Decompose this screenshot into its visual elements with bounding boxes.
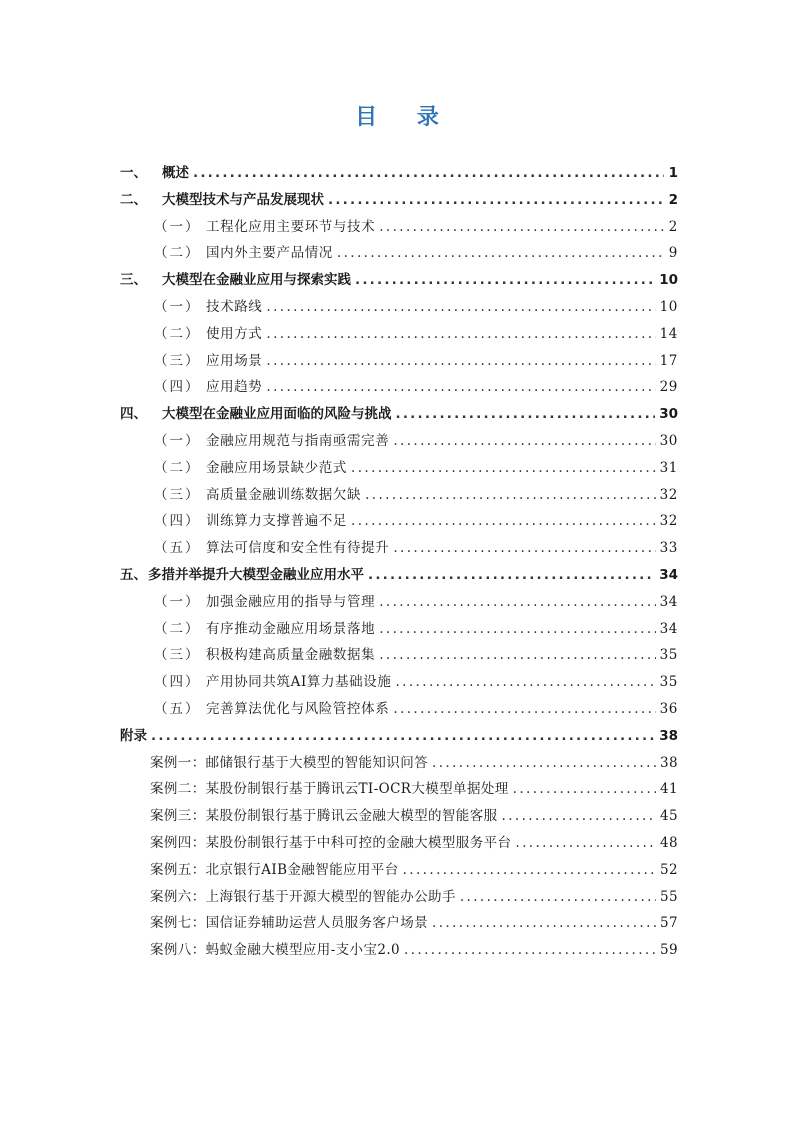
toc-entry-label: 国内外主要产品情况: [206, 245, 333, 262]
toc-entry-number: （三）: [154, 486, 201, 503]
toc-page-number: 17: [659, 352, 678, 369]
toc-entry-number: 一、: [120, 165, 147, 181]
toc-section-entry[interactable]: [120, 508, 678, 535]
toc-dot-leader: [379, 616, 655, 643]
toc-page-number: 32: [659, 513, 678, 530]
toc-section-entry[interactable]: [120, 589, 678, 616]
toc-section-entry[interactable]: [120, 294, 678, 321]
toc-dot-leader: [432, 750, 656, 777]
toc-entry-number: （二）: [154, 620, 201, 637]
toc-entry-label: 案例三：某股份制银行基于腾讯云金融大模型的智能客服: [150, 808, 498, 825]
toc-chapter-entry[interactable]: [120, 562, 678, 589]
toc-page-number: 10: [659, 272, 678, 289]
toc-entry-number: （二）: [154, 245, 201, 262]
toc-page-number: 9: [668, 245, 678, 262]
toc-page-number: 34: [659, 566, 678, 583]
page-title: 目 录: [355, 105, 455, 130]
toc-page-number: 1: [668, 165, 678, 181]
toc-entry-label: 案例七：国信证券辅助运营人员服务客户场景: [150, 915, 428, 932]
toc-case-entry[interactable]: [120, 803, 678, 830]
toc-page-number: 10: [659, 298, 678, 315]
toc-entry-label: 概述: [162, 165, 189, 181]
toc-section-entry[interactable]: [120, 321, 678, 348]
toc-section-entry[interactable]: [120, 240, 678, 267]
toc-dot-leader: [396, 401, 656, 428]
toc-entry-label: 工程化应用主要环节与技术: [206, 218, 376, 235]
toc-page-number: 52: [660, 861, 678, 878]
toc-dot-leader: [365, 482, 656, 509]
toc-dot-leader: [379, 642, 655, 669]
toc-dot-leader: [393, 535, 655, 562]
toc-entry-number: （一）: [154, 298, 201, 315]
toc-dot-leader: [502, 803, 657, 830]
toc-page-number: 32: [659, 486, 678, 503]
toc-dot-leader: [151, 723, 655, 750]
toc-entry-number: （四）: [154, 674, 201, 691]
toc-entry-number: （四）: [154, 513, 201, 530]
toc-entry-label: 案例一：邮储银行基于大模型的智能知识问答: [150, 754, 428, 771]
toc-entry-label: 产用协同共筑AI算力基础设施: [206, 674, 392, 691]
toc-section-entry[interactable]: [120, 669, 678, 696]
toc-case-entry[interactable]: [120, 910, 678, 937]
toc-page-number: 55: [660, 888, 678, 905]
toc-entry-number: （三）: [154, 352, 201, 369]
toc-case-entry[interactable]: [120, 884, 678, 911]
toc-dot-leader: [266, 348, 655, 375]
toc-dot-leader: [515, 830, 656, 857]
toc-entry-label: 大模型在金融业应用面临的风险与挑战: [162, 406, 392, 423]
toc-dot-leader: [368, 562, 655, 589]
toc-entry-label: 金融应用场景缺少范式: [206, 459, 347, 476]
toc-dot-leader: [393, 696, 655, 723]
toc-chapter-entry[interactable]: [120, 267, 678, 294]
toc-dot-leader: [355, 267, 655, 294]
toc-entry-number: （四）: [154, 379, 201, 396]
toc-section-entry[interactable]: [120, 642, 678, 669]
toc-case-entry[interactable]: [120, 830, 678, 857]
toc-entry-number: （五）: [154, 700, 201, 717]
toc-page-number: 45: [660, 808, 678, 825]
toc-page-number: 30: [659, 432, 678, 449]
toc-section-entry[interactable]: [120, 616, 678, 643]
toc-dot-leader: [266, 294, 655, 321]
toc-entry-label: 案例五：北京银行AIB金融智能应用平台: [150, 861, 399, 878]
toc-dot-leader: [379, 589, 655, 616]
toc-chapter-entry[interactable]: [120, 401, 678, 428]
toc-page-number: 59: [660, 942, 678, 959]
toc-section-entry[interactable]: [120, 428, 678, 455]
toc-section-entry[interactable]: [120, 455, 678, 482]
toc-dot-leader: [404, 937, 656, 964]
toc-entry-label: 训练算力支撑普遍不足: [206, 513, 347, 530]
toc-page-number: 2: [668, 191, 678, 208]
toc-entry-number: （二）: [154, 459, 201, 476]
toc-section-entry[interactable]: [120, 214, 678, 241]
toc-dot-leader: [395, 669, 655, 696]
toc-page-number: 35: [659, 647, 678, 664]
toc-entry-label: 大模型技术与产品发展现状: [162, 191, 324, 208]
toc-dot-leader: [460, 884, 656, 911]
toc-entry-number: （二）: [154, 325, 201, 342]
table-of-contents: [120, 160, 678, 964]
toc-page-number: 34: [659, 593, 678, 610]
toc-page-number: 38: [660, 754, 678, 771]
toc-entry-label: 案例八：蚂蚁金融大模型应用-支小宝2.0: [150, 942, 401, 959]
toc-dot-leader: [266, 321, 655, 348]
toc-page-number: 30: [659, 406, 678, 423]
toc-entry-label: 附录: [120, 727, 147, 744]
toc-entry-number: 三、: [120, 272, 147, 289]
toc-entry-label: 金融应用规范与指南亟需完善: [206, 432, 390, 449]
toc-chapter-entry[interactable]: [120, 160, 678, 187]
toc-entry-label: 应用趋势: [206, 379, 263, 396]
toc-page-number: 29: [659, 379, 678, 396]
toc-entry-label: 完善算法优化与风险管控体系: [206, 700, 390, 717]
toc-entry-label: 多措并举提升大模型金融业应用水平: [148, 566, 364, 583]
toc-case-entry[interactable]: [120, 776, 678, 803]
toc-section-entry[interactable]: [120, 696, 678, 723]
toc-dot-leader: [266, 374, 655, 401]
toc-page-number: 33: [659, 540, 678, 557]
toc-page-number: 57: [660, 915, 678, 932]
toc-dot-leader: [432, 910, 656, 937]
toc-page-number: 2: [668, 218, 678, 235]
toc-entry-label: 有序推动金融应用场景落地: [206, 620, 376, 637]
toc-entry-number: （五）: [154, 540, 201, 557]
toc-page-number: 34: [659, 620, 678, 637]
toc-entry-label: 积极构建高质量金融数据集: [206, 647, 376, 664]
toc-page-number: 31: [659, 459, 678, 476]
toc-section-entry[interactable]: [120, 535, 678, 562]
toc-chapter-entry[interactable]: [120, 187, 678, 214]
toc-page-number: 14: [659, 325, 678, 342]
toc-entry-label: 技术路线: [206, 298, 263, 315]
toc-dot-leader: [393, 428, 655, 455]
toc-section-entry[interactable]: [120, 482, 678, 509]
toc-dot-leader: [351, 455, 656, 482]
toc-section-entry[interactable]: [120, 348, 678, 375]
toc-entry-number: 二、: [120, 191, 147, 208]
toc-dot-leader: [403, 857, 656, 884]
toc-page-number: 36: [659, 700, 678, 717]
toc-entry-number: （一）: [154, 593, 201, 610]
toc-entry-label: 大模型在金融业应用与探索实践: [162, 272, 351, 289]
toc-case-entry[interactable]: [120, 937, 678, 964]
toc-dot-leader: [328, 187, 664, 214]
toc-section-entry[interactable]: [120, 374, 678, 401]
toc-dot-leader: [351, 508, 656, 535]
toc-dot-leader: [513, 776, 656, 803]
toc-dot-leader: [193, 160, 664, 187]
toc-entry-label: 应用场景: [206, 352, 263, 369]
toc-page-number: 48: [660, 834, 678, 851]
toc-entry-number: （三）: [154, 647, 201, 664]
toc-chapter-entry[interactable]: [120, 723, 678, 750]
toc-dot-leader: [337, 240, 664, 267]
toc-entry-label: 算法可信度和安全性有待提升: [206, 540, 390, 557]
toc-entry-label: 加强金融应用的指导与管理: [206, 593, 376, 610]
toc-case-entry[interactable]: [120, 750, 678, 777]
toc-page-number: 41: [660, 781, 678, 798]
toc-entry-label: 案例四：某股份制银行基于中科可控的金融大模型服务平台: [150, 834, 512, 851]
toc-entry-number: 四、: [120, 406, 147, 423]
toc-entry-label: 高质量金融训练数据欠缺: [206, 486, 362, 503]
toc-entry-label: 案例六：上海银行基于开源大模型的智能办公助手: [150, 888, 456, 905]
toc-entry-number: （一）: [154, 218, 201, 235]
toc-entry-number: （一）: [154, 432, 201, 449]
toc-entry-number: 五、: [120, 566, 147, 583]
toc-entry-label: 使用方式: [206, 325, 263, 342]
toc-entry-label: 案例二：某股份制银行基于腾讯云TI-OCR大模型单据处理: [150, 781, 509, 798]
toc-case-entry[interactable]: [120, 857, 678, 884]
toc-dot-leader: [379, 214, 664, 241]
toc-page-number: 35: [659, 674, 678, 691]
toc-page-number: 38: [659, 727, 678, 744]
